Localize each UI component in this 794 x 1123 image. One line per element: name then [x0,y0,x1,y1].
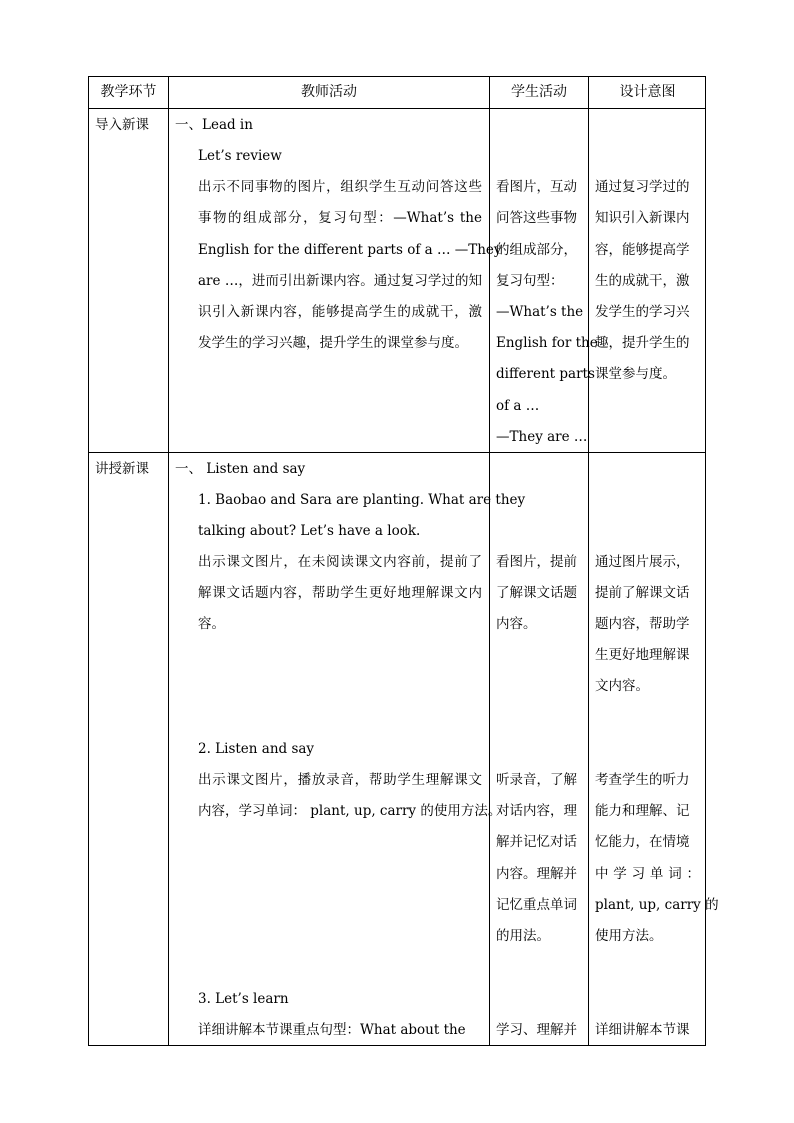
intent-line: 使用方法。 [595,928,663,944]
teacher-line: 识引入新课内容，能够提高学生的成就干，激 [198,304,482,320]
intent-line: 题内容，帮助学 [595,616,690,632]
student-line: —They are … [496,429,588,445]
intent-line: 生的成就干，激 [595,273,690,289]
intent-line: 知识引入新课内 [595,210,690,226]
student-line: 看图片，提前 [496,554,577,570]
intent-line: plant, up, carry 的 [595,897,719,913]
student-line: 内容。 [496,616,537,632]
header-stage: 教学环节 [100,84,157,100]
teacher-line: Let’s review [198,148,282,164]
teacher-line: 2. Listen and say [198,741,315,757]
teacher-line: 事物的组成部分，复习句型：—What’s the [198,210,482,226]
teacher-line: 容。 [198,616,225,632]
intent-line: 通过复习学过的 [595,179,690,195]
teacher-line: 3. Let’s learn [198,991,289,1007]
intent-line: 忆能力，在情境 [595,834,690,850]
teacher-line: 出示课文图片，在未阅读课文内容前，提前了 [198,554,482,570]
column-divider [588,77,589,1045]
stage-lead-in: 导入新课 [95,117,149,133]
teacher-line: 解课文话题内容，帮助学生更好地理解课文内 [198,585,482,601]
intent-line: 能力和理解、记 [595,803,690,819]
intent-line: 趣，提升学生的 [595,335,690,351]
student-line: 记忆重点单词 [496,897,577,913]
student-line: 的组成部分， [496,242,577,258]
column-divider [489,77,490,1045]
row-divider [89,452,705,453]
teacher-line: talking about? Let’s have a look. [198,523,421,539]
student-line: different parts [496,366,595,382]
teacher-line: 内容，学习单词： plant, up, carry 的使用方法。 [198,803,502,819]
intent-line: 发学生的学习兴 [595,304,690,320]
stage-new-lesson: 讲授新课 [95,461,149,477]
student-line: 看图片，互动 [496,179,577,195]
student-line: 问答这些事物 [496,210,577,226]
teacher-line: 发学生的学习兴趣，提升学生的课堂参与度。 [198,335,468,351]
student-line: 学习、理解并 [496,1022,577,1038]
student-line: of a … [496,398,540,414]
teacher-line: 出示课文图片，播放录音，帮助学生理解课文 [198,772,482,788]
student-line: —What’s the [496,304,584,320]
teacher-line: 一、Lead in [175,117,253,133]
column-divider [168,77,169,1045]
student-line: English for the [496,335,598,351]
student-line: 解并记忆对话 [496,834,577,850]
section-heading: 一、 Listen and say [175,461,306,477]
intent-line: 中 学 习 单 词 ： [595,866,700,882]
intent-line: 考查学生的听力 [595,772,690,788]
teacher-line: are …，进而引出新课内容。通过复习学过的知 [198,273,482,289]
intent-line: 通过图片展示， [595,554,690,570]
intent-line: 课堂参与度。 [595,366,676,382]
intent-line: 生更好地理解课 [595,647,690,663]
student-line: 对话内容，理 [496,803,577,819]
intent-line: 容，能够提高学 [595,242,690,258]
teacher-line: 详细讲解本节课重点句型：What about the [198,1022,466,1038]
intent-line: 详细讲解本节课 [595,1022,690,1038]
student-line: 了解课文话题 [496,585,577,601]
teacher-line: English for the different parts of a … —They [198,242,502,258]
student-line: 内容。理解并 [496,866,577,882]
header-teacher-activity: 教师活动 [301,84,357,100]
teacher-line: 出示不同事物的图片，组织学生互动问答这些 [198,179,482,195]
student-line: 的用法。 [496,928,550,944]
intent-line: 提前了解课文话 [595,585,690,601]
student-line: 听录音，了解 [496,772,577,788]
header-design-intent: 设计意图 [619,84,676,100]
intent-line: 文内容。 [595,678,649,694]
student-line: 复习句型： [496,273,564,289]
teacher-line: 1. Baobao and Sara are planting. What are they [198,492,526,508]
lesson-plan-table [88,76,719,1046]
row-divider [89,108,705,109]
header-student-activity: 学生活动 [511,84,567,100]
